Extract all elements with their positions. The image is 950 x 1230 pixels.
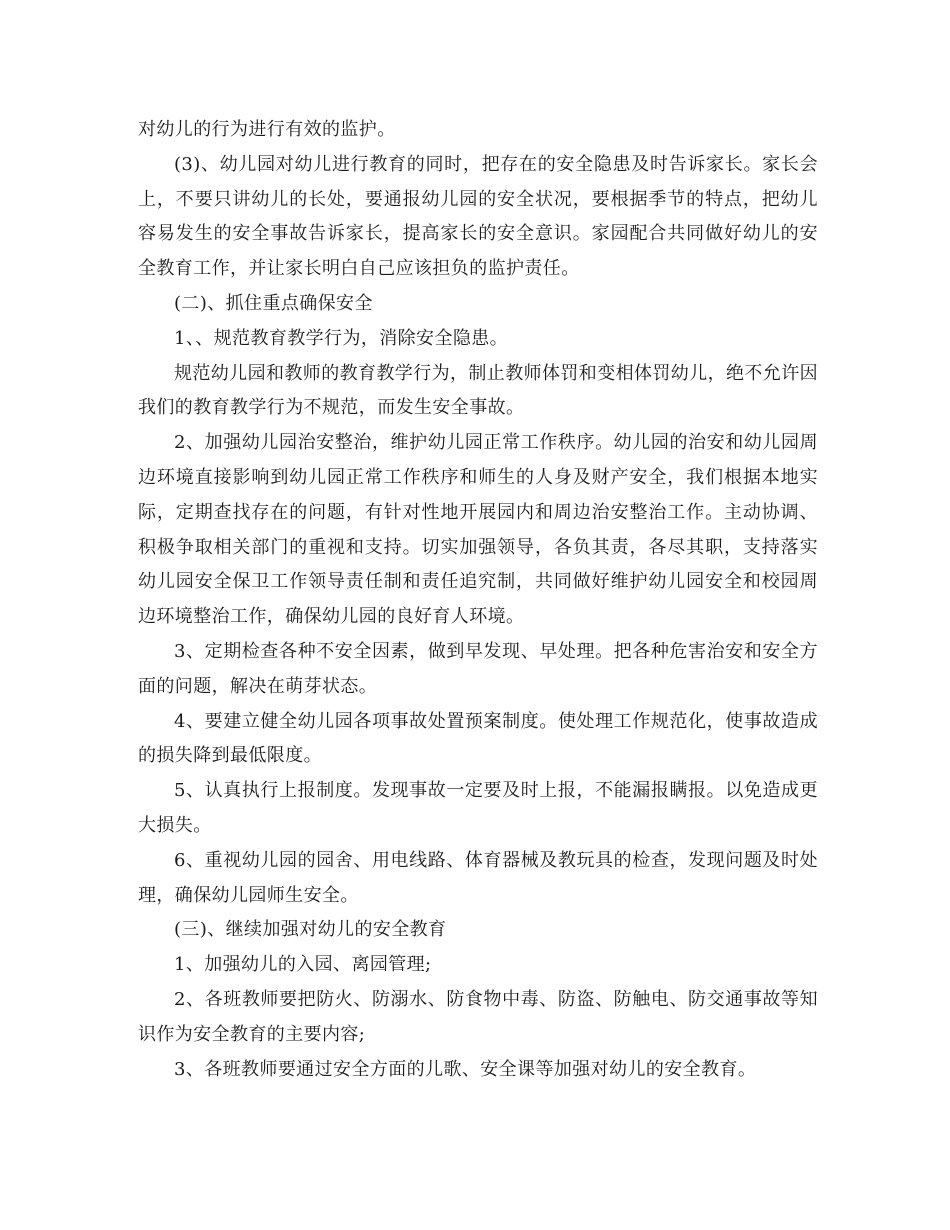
list-item: 3、各班教师要通过安全方面的儿歌、安全课等加强对幼儿的安全教育。 (174, 1058, 757, 1080)
list-item: 4、要建立健全幼儿园各项事故处置预案制度。使处理工作规范化，使事故造成的损失降到最低限度。 (138, 710, 818, 767)
list-item: 2、各班教师要把防火、防溺水、防食物中毒、防盗、防触电、防交通事故等知识作为安全教育的主要内容; (138, 988, 818, 1045)
section-heading: (三)、继续加强对幼儿的安全教育 (174, 919, 447, 941)
list-item: 6、重视幼儿园的园舍、用电线路、体育器械及教玩具的检查，发现问题及时处理，确保幼儿园师生安全。 (138, 849, 818, 906)
paragraph-continuation: 对幼儿的行为进行有效的监护。 (138, 119, 396, 140)
paragraph: (3)、幼儿园对幼儿进行教育的同时，把存在的安全隐患及时告诉家长。家长会上，不要只讲幼儿的长处，要通报幼儿园的安全状况，要根据季节的特点，把幼儿容易发生的安全事故告诉家长，提高家长的安全意识。家园配合共同做好幼儿的安全教育工作，并让家长明白自己应该担负的监护责任。 (138, 153, 818, 280)
list-item-heading: 1、、规范教育教学行为，消除安全隐患。 (174, 327, 509, 349)
paragraph: 规范幼儿园和教师的教育教学行为，制止教师体罚和变相体罚幼儿，绝不允许因我们的教育教学行为不规范，而发生安全事故。 (138, 362, 818, 419)
document-body (138, 113, 818, 1087)
list-item: 2、加强幼儿园治安整治，维护幼儿园正常工作秩序。幼儿园的治安和幼儿园周边环境直接影响到幼儿园正常工作秩序和师生的人身及财产安全，我们根据本地实际，定期查找存在的问题，有针对性地开展园内和周边治安整治工作。主动协调、积极争取相关部门的重视和支持。切实加强领导，各负其责，各尽其职，支持落实幼儿园安全保卫工作领导责任制和责任追究制，共同做好维护幼儿园安全和校园周边环境整治工作，确保幼儿园的良好育人环境。 (138, 432, 818, 628)
list-item: 3、定期检查各种不安全因素，做到早发现、早处理。把各种危害治安和安全方面的问题，解决在萌芽状态。 (138, 640, 818, 697)
list-item: 1、加强幼儿的入园、离园管理; (174, 954, 432, 976)
list-item: 5、认真执行上报制度。发现事故一定要及时上报，不能漏报瞒报。以免造成更大损失。 (138, 780, 818, 836)
section-heading: (二)、抓住重点确保安全 (174, 292, 373, 314)
